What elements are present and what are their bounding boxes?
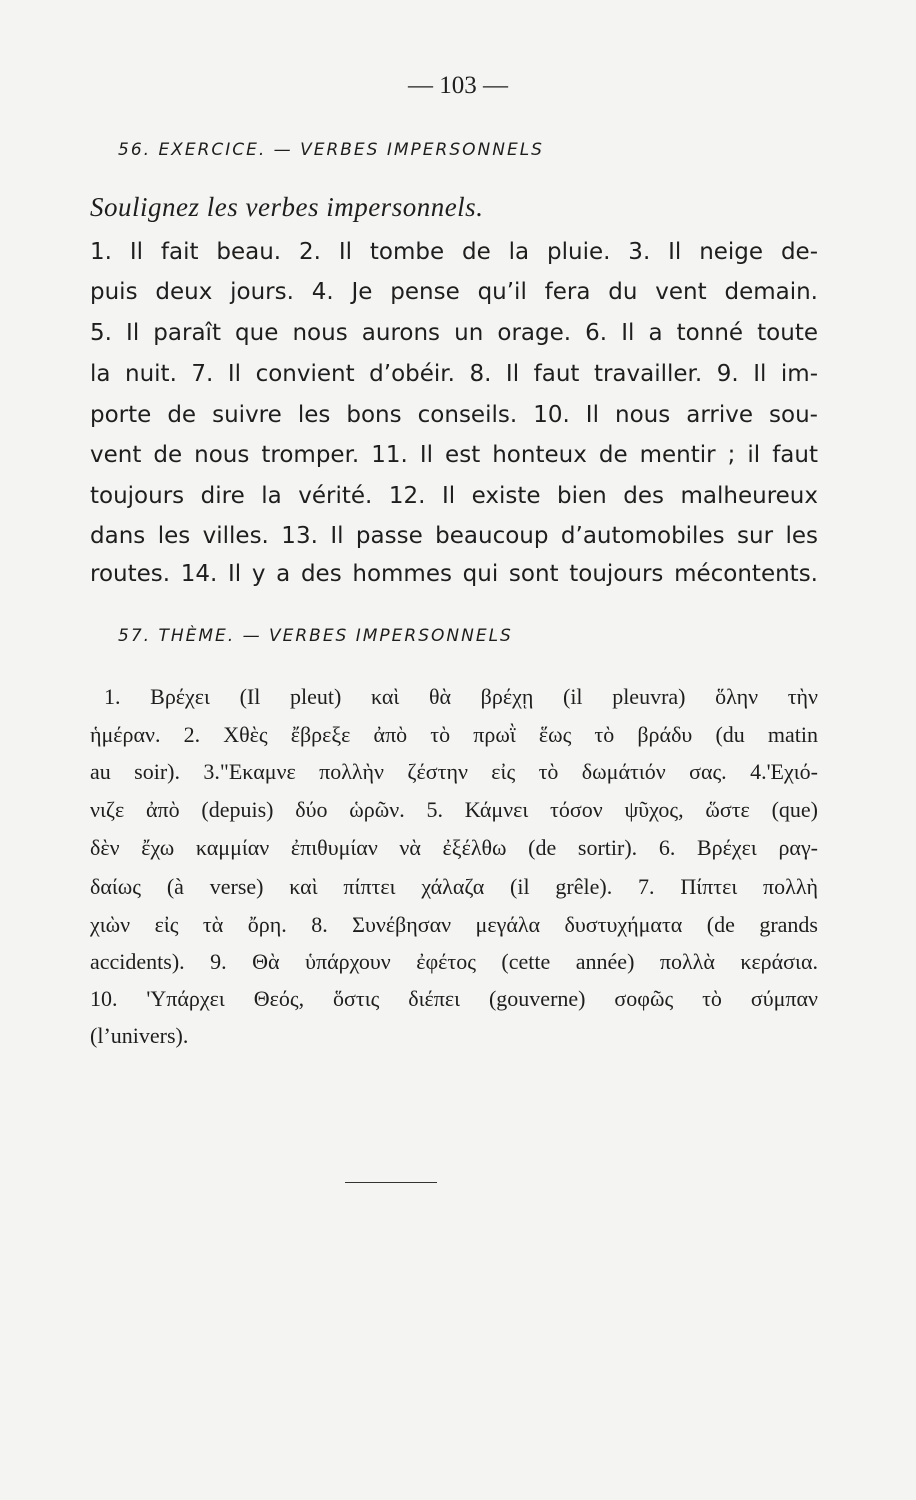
text-line: χιὼν εἰς τὰ ὄρη. 8. Συνέβησαν μεγάλα δυστυχήματα (de grands — [90, 912, 818, 937]
text-line: dans les villes. 13. Il passe beaucoup d’automobiles sur les — [90, 523, 818, 549]
exercise-56-instruction: Soulignez les verbes impersonnels. — [90, 192, 484, 222]
text-line: accidents). 9. Θὰ ὑπάρχουν ἐφέτος (cette année) πολλὰ κεράσια. — [90, 949, 818, 974]
section-divider — [345, 1182, 437, 1183]
text-line: vent de nous tromper. 11. Il est honteux de mentir ; il faut — [90, 442, 818, 468]
text-line: δὲν ἔχω καμμίαν ἐπιθυμίαν νὰ ἐξέλθω (de sortir). 6. Βρέχει ραγ- — [90, 835, 818, 860]
text-line: porte de suivre les bons conseils. 10. Il nous arrive sou- — [90, 402, 818, 428]
text-line: puis deux jours. 4. Je pense qu’il fera du vent demain. — [90, 279, 818, 305]
text-line: 5. Il paraît que nous aurons un orage. 6. Il a tonné toute — [90, 320, 818, 346]
text-line: au soir). 3."Εκαμνε πολλὴν ζέστην εἰς τὸ δωμάτιόν σας. 4.'Εχιό- — [90, 759, 818, 784]
text-line: routes. 14. Il y a des hommes qui sont toujours mécontents. — [90, 561, 818, 587]
text-line: δαίως (à verse) καὶ πίπτει χάλαζα (il grêle). 7. Πίπτει πολλὴ — [90, 874, 818, 899]
text-line: 1. Βρέχει (Il pleut) καὶ θὰ βρέχῃ (il pleuvra) ὅλην τὴν — [104, 684, 818, 709]
exercise-56-heading: 56. EXERCICE. — VERBES IMPERSONNELS — [118, 140, 544, 160]
text-line: toujours dire la vérité. 12. Il existe bien des malheureux — [90, 483, 818, 509]
text-line: 10. 'Υπάρχει Θεός, ὅστις διέπει (gouverne) σοφῶς τὸ σύμπαν — [90, 986, 818, 1011]
text-line: (l’univers). — [90, 1023, 189, 1048]
text-line: la nuit. 7. Il convient d’obéir. 8. Il faut travailler. 9. Il im- — [90, 361, 818, 387]
theme-57-heading: 57. THÈME. — VERBES IMPERSONNELS — [118, 626, 513, 646]
text-line: νιζε ἀπὸ (depuis) δύο ὡρῶν. 5. Κάμνει τόσον ψῦχος, ὥστε (que) — [90, 797, 818, 822]
text-line: ἡμέραν. 2. Χθὲς ἔβρεξε ἀπὸ τὸ πρωῒ ἕως τὸ βράδυ (du matin — [90, 722, 818, 747]
text-line: 1. Il fait beau. 2. Il tombe de la pluie. 3. Il neige de- — [90, 239, 818, 265]
page-number: — 103 — — [408, 72, 508, 99]
